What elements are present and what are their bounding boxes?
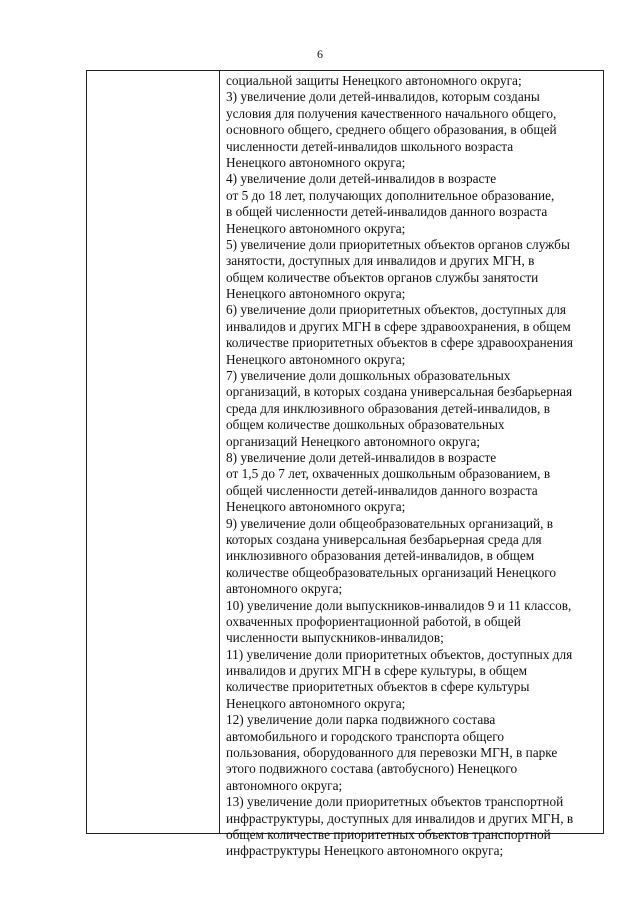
- text-line: Ненецкого автономного округа;: [226, 499, 406, 515]
- text-line: общей численности детей-инвалидов данного возраста: [226, 482, 538, 498]
- text-line: количестве приоритетных объектов в сфере здравоохранения: [226, 335, 574, 351]
- text-line: автономного округа;: [226, 777, 343, 793]
- text-line: 5) увеличение доли приоритетных объектов органов службы: [226, 236, 570, 252]
- text-line: инфраструктуры Ненецкого автономного округа;: [226, 843, 504, 859]
- text-line: Ненецкого автономного округа;: [226, 695, 406, 711]
- text-line: среда для инклюзивного образования детей-инвалидов, в: [226, 400, 550, 416]
- text-line: 6) увеличение доли приоритетных объектов, доступных для: [226, 302, 567, 318]
- text-line: которых создана универсальная безбарьерная среда для: [226, 531, 542, 547]
- table-right-cell: [226, 73, 602, 860]
- text-line: условия для получения качественного начального общего,: [226, 105, 557, 121]
- text-line: от 5 до 18 лет, получающих дополнительное образование,: [226, 187, 555, 203]
- text-line: охваченных профориентационной работой, в общей: [226, 613, 521, 629]
- text-line: организаций, в которых создана универсальная безбарьерная: [226, 384, 573, 400]
- text-line: количестве общеобразовательных организаций Ненецкого: [226, 564, 557, 580]
- text-line: 3) увеличение доли детей-инвалидов, которым созданы: [226, 89, 540, 105]
- text-line: 13) увеличение доли приоритетных объектов транспортной: [226, 794, 564, 810]
- text-line: в общей численности детей-инвалидов данного возраста: [226, 204, 548, 220]
- text-line: инфраструктуры, доступных для инвалидов и других МГН, в: [226, 810, 574, 826]
- text-line: этого подвижного состава (автобусного) Ненецкого: [226, 761, 518, 777]
- page-number: 6: [317, 47, 323, 61]
- text-line: численности выпускников-инвалидов;: [226, 630, 444, 646]
- table-left-cell: [87, 71, 220, 833]
- text-line: пользования, оборудованного для перевозки МГН, в парке: [226, 745, 558, 761]
- text-line: общем количестве объектов органов службы занятости: [226, 269, 539, 285]
- text-line: занятости, доступных для инвалидов и других МГН, в: [226, 253, 535, 269]
- text-line: Ненецкого автономного округа;: [226, 220, 406, 236]
- text-line: 12) увеличение доли парка подвижного состава: [226, 712, 496, 728]
- text-line: численности детей-инвалидов школьного возраста: [226, 138, 514, 154]
- text-line: инвалидов и других МГН в сфере здравоохранения, в общем: [226, 318, 571, 334]
- text-line: 7) увеличение доли дошкольных образовательных: [226, 368, 511, 384]
- text-line: количестве приоритетных объектов в сфере культуры: [226, 679, 530, 695]
- text-line: автомобильного и городского транспорта общего: [226, 728, 505, 744]
- text-line: основного общего, среднего общего образования, в общей: [226, 122, 557, 138]
- text-line: инклюзивного образования детей-инвалидов, в общем: [226, 548, 535, 564]
- text-line: 9) увеличение доли общеобразовательных организаций, в: [226, 515, 554, 531]
- text-line: автономного округа;: [226, 581, 343, 597]
- text-line: общем количестве приоритетных объектов транспортной: [226, 826, 551, 842]
- document-table: [86, 70, 604, 859]
- text-line: Ненецкого автономного округа;: [226, 351, 406, 367]
- text-line: от 1,5 до 7 лет, охваченных дошкольным образованием, в: [226, 466, 551, 482]
- text-line: инвалидов и других МГН в сфере культуры, в общем: [226, 663, 528, 679]
- text-line: организаций Ненецкого автономного округа;: [226, 433, 481, 449]
- text-line: социальной защиты Ненецкого автономного округа;: [226, 73, 522, 88]
- text-line: 4) увеличение доли детей-инвалидов в возрасте: [226, 171, 497, 187]
- text-line: 10) увеличение доли выпускников-инвалидов 9 и 11 классов,: [226, 597, 572, 613]
- text-line: 8) увеличение доли детей-инвалидов в возрасте: [226, 449, 497, 465]
- text-line: Ненецкого автономного округа;: [226, 286, 406, 302]
- text-line: общем количестве дошкольных образовательных: [226, 417, 505, 433]
- text-line: 11) увеличение доли приоритетных объектов, доступных для: [226, 646, 573, 662]
- text-line: Ненецкого автономного округа;: [226, 154, 406, 170]
